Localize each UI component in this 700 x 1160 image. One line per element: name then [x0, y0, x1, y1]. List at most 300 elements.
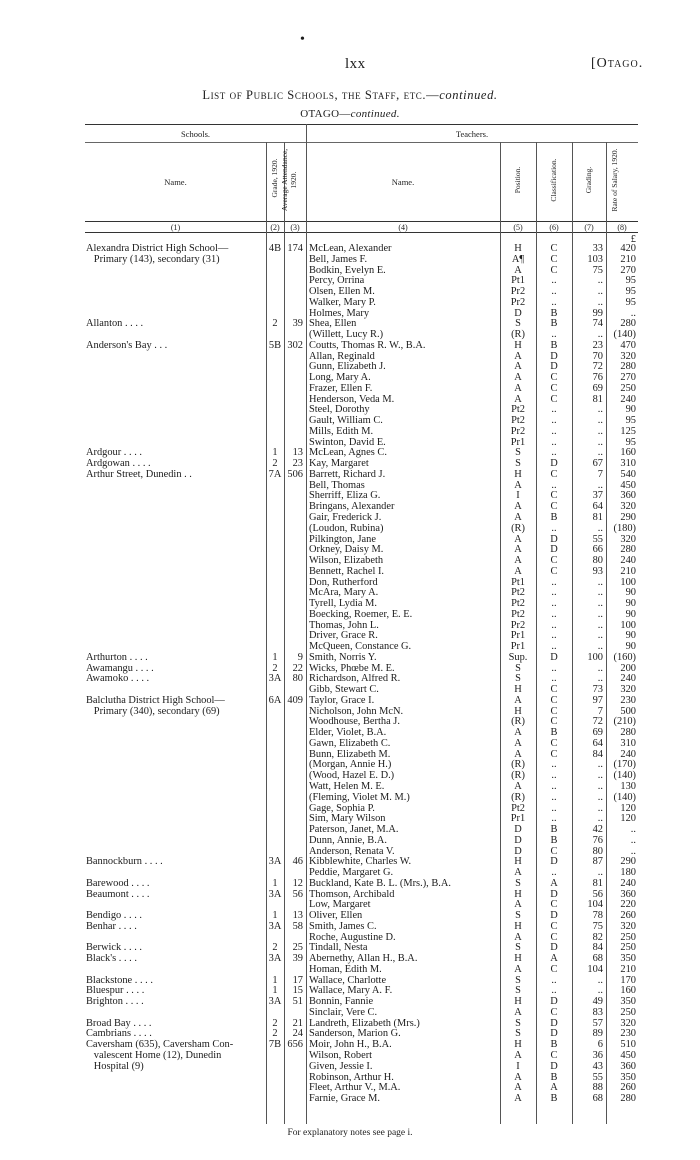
teacher-classification: ..: [551, 576, 557, 588]
teacher-classification: C: [550, 490, 558, 502]
teacher-grading: ..: [597, 479, 603, 491]
teacher-grading: ..: [597, 802, 603, 814]
teacher-classification: ..: [551, 608, 557, 620]
teacher-name-text: McQueen, Constance G.: [309, 642, 412, 653]
teacher-position: H: [514, 468, 522, 480]
teacher-classification: D: [550, 942, 558, 954]
school-attendance: 56: [292, 888, 303, 900]
teacher-grading: ..: [597, 436, 603, 448]
teacher-name: [309, 578, 503, 589]
school-attendance: 656: [287, 1039, 303, 1051]
teacher-classification: D: [550, 651, 558, 663]
school-grade: 1: [272, 877, 278, 889]
teacher-classification: ..: [551, 275, 557, 287]
teacher-name-text: Wallace, Charlotte: [309, 975, 387, 986]
teacher-grading: ..: [597, 759, 603, 771]
teacher-name: [309, 868, 503, 879]
teacher-position: Pr2: [510, 296, 526, 308]
teacher-name: [309, 1040, 503, 1051]
school-attendance: 39: [292, 318, 303, 330]
teacher-position: A: [514, 533, 522, 545]
school-grade: 3A: [268, 888, 282, 900]
teacher-position: A¶: [511, 253, 525, 265]
school-grade: 1: [272, 974, 278, 986]
teacher-position: D: [514, 845, 522, 857]
teacher-name-text: Homan, Edith M.: [309, 964, 382, 975]
table-row: [306, 362, 638, 373]
teacher-position: A: [514, 264, 522, 276]
school-attendance: 13: [292, 910, 303, 922]
teacher-position: Pt1: [511, 576, 525, 588]
teacher-classification: ..: [551, 479, 557, 491]
teacher-salary: 170: [620, 974, 636, 986]
table-row: [306, 545, 638, 556]
teacher-grading: 64: [592, 501, 603, 513]
teacher-name: [309, 276, 503, 287]
page-number: lxx: [345, 56, 366, 72]
teacher-name: [309, 997, 503, 1008]
teacher-grading: ..: [597, 275, 603, 287]
teacher-classification: ..: [551, 759, 557, 771]
teacher-salary: 160: [620, 985, 636, 997]
column-number-rule: [85, 221, 638, 222]
teacher-salary: 250: [620, 931, 636, 943]
header-bottom-rule: [85, 232, 638, 233]
school-grade: 7A: [268, 468, 282, 480]
teacher-name-text: Gawn, Elizabeth C.: [309, 738, 391, 749]
teacher-name: [309, 1073, 503, 1084]
teacher-name: [309, 427, 503, 438]
teacher-grading: 7: [597, 705, 603, 717]
teacher-grading: 68: [592, 1093, 603, 1105]
school-attendance: 80: [292, 673, 303, 685]
teacher-name-text: Henderson, Veda M.: [309, 394, 395, 405]
teacher-name: [309, 362, 503, 373]
teacher-salary: 220: [620, 899, 636, 911]
teacher-classification: C: [550, 931, 558, 943]
teacher-position: D: [514, 307, 522, 319]
teacher-position: S: [515, 974, 521, 986]
teacher-salary: 310: [620, 458, 636, 470]
school-name: Barewood . . . .: [86, 877, 150, 889]
teacher-name-text: Kay, Margaret: [309, 459, 369, 470]
teacher-classification: C: [550, 899, 558, 911]
teacher-salary: 210: [620, 963, 636, 975]
teacher-classification: B: [550, 307, 558, 319]
school-grade: 2: [272, 1028, 278, 1040]
teacher-classification: ..: [551, 985, 557, 997]
teacher-classification: ..: [551, 867, 557, 879]
table-row: [306, 1062, 638, 1073]
table-row: [306, 319, 638, 330]
teacher-salary: 320: [620, 501, 636, 513]
table-row: [306, 739, 638, 750]
teacher-classification: B: [550, 339, 558, 351]
teacher-position: H: [514, 1039, 522, 1051]
teacher-position: (R): [511, 759, 525, 771]
teacher-position: A: [514, 501, 522, 513]
teacher-name: [309, 384, 503, 395]
table-row: [306, 814, 638, 825]
col-number-8: (8): [617, 223, 627, 232]
teacher-grading: 81: [592, 877, 603, 889]
teacher-salary: 260: [620, 910, 636, 922]
teacher-name-text: Farnie, Grace M.: [309, 1094, 380, 1105]
teacher-salary: 510: [620, 1039, 636, 1051]
teacher-salary: 280: [620, 1093, 636, 1105]
teacher-grading: 87: [592, 856, 603, 868]
teacher-grading: 80: [592, 555, 603, 567]
teacher-name-text: Paterson, Janet, M.A.: [309, 825, 399, 836]
teacher-classification: C: [550, 264, 558, 276]
teacher-position: I: [516, 1060, 520, 1072]
teacher-classification: C: [550, 684, 558, 696]
teacher-name-text: Dunn, Annie, B.A.: [309, 835, 387, 846]
teacher-classification: C: [550, 253, 558, 265]
table-row: [306, 631, 638, 642]
teacher-classification: C: [550, 372, 558, 384]
teacher-name-text: Steel, Dorothy: [309, 405, 370, 416]
teacher-grading: ..: [597, 415, 603, 427]
teacher-name-text: Fleet, Arthur V., M.A.: [309, 1083, 401, 1094]
teacher-name: [309, 717, 503, 728]
table-row: [306, 1019, 638, 1030]
teacher-name: [309, 933, 503, 944]
table-row: [306, 309, 638, 320]
teacher-grading: 104: [587, 899, 603, 911]
teacher-salary: 310: [620, 737, 636, 749]
school-attendance: 51: [292, 996, 303, 1008]
teacher-salary: 500: [620, 705, 636, 717]
teacher-classification: ..: [551, 447, 557, 459]
teacher-grading: 89: [592, 1028, 603, 1040]
teacher-grading: ..: [597, 985, 603, 997]
school-grade: 5B: [268, 339, 282, 351]
teacher-grading: 69: [592, 382, 603, 394]
teacher-classification: ..: [551, 630, 557, 642]
teacher-name-text: Low, Margaret: [309, 900, 371, 911]
teacher-name-text: Bunn, Elizabeth M.: [309, 749, 391, 760]
teacher-name: [309, 879, 503, 890]
table-row: [306, 922, 638, 933]
teacher-grading: 67: [592, 458, 603, 470]
teacher-classification: D: [550, 350, 558, 362]
teacher-name-text: Don, Rutherford: [309, 577, 378, 588]
teacher-name-text: Bringans, Alexander: [309, 502, 395, 513]
school-grade: 3A: [268, 920, 282, 932]
teacher-grading: 72: [592, 716, 603, 728]
teacher-name-text: Boecking, Roemer, E. E.: [309, 609, 413, 620]
school-name: Ardgour . . . .: [86, 447, 142, 459]
teacher-classification: D: [550, 361, 558, 373]
teacher-name-text: Bennett, Rachel I.: [309, 566, 385, 577]
teacher-grading: 68: [592, 953, 603, 965]
teacher-position: A: [514, 899, 522, 911]
teacher-grading: 23: [592, 339, 603, 351]
school-name: Brighton . . . .: [86, 996, 144, 1008]
table-row: [306, 395, 638, 406]
teacher-classification: ..: [551, 415, 557, 427]
teacher-salary: ..: [630, 307, 636, 319]
table-row: [306, 793, 638, 804]
teacher-name-text: Peddie, Margaret G.: [309, 868, 394, 879]
school-grade: 1: [272, 651, 278, 663]
teacher-name: [309, 319, 503, 330]
teacher-name-text: Orkney, Daisy M.: [309, 545, 384, 556]
teacher-position: Pt2: [511, 608, 525, 620]
school-attendance: 302: [287, 339, 303, 351]
teacher-name: [309, 943, 503, 954]
teacher-name: [309, 298, 503, 309]
teacher-position: H: [514, 996, 522, 1008]
group-header-rule: [85, 142, 638, 143]
teacher-name-text: Given, Jessie I.: [309, 1061, 373, 1072]
teacher-name-text: Holmes, Mary: [309, 308, 370, 319]
teacher-grading: 97: [592, 694, 603, 706]
teacher-name: [309, 1062, 503, 1073]
teacher-classification: C: [550, 705, 558, 717]
teacher-grading: 73: [592, 684, 603, 696]
teacher-position: D: [514, 834, 522, 846]
teacher-classification: C: [550, 737, 558, 749]
teacher-classification: ..: [551, 781, 557, 792]
table-row: [306, 728, 638, 739]
teacher-name-text: Roche, Augustine D.: [309, 932, 396, 943]
teacher-position: A: [514, 382, 522, 394]
teacher-salary: 240: [620, 748, 636, 760]
teacher-classification: D: [550, 1028, 558, 1040]
teacher-name: [309, 373, 503, 384]
teacher-salary: 450: [620, 1050, 636, 1061]
teacher-classification: D: [550, 888, 558, 900]
teacher-name: [309, 890, 503, 901]
school-grade: 6A: [268, 694, 282, 706]
school-grade: 2: [272, 1017, 278, 1029]
teacher-name: [309, 847, 503, 858]
teacher-classification: C: [550, 920, 558, 932]
teacher-salary: 90: [625, 587, 636, 599]
teacher-name: [309, 287, 503, 298]
teacher-name-text: Wicks, Phœbe M. E.: [309, 663, 395, 674]
school-attendance: 39: [292, 953, 303, 965]
teacher-name: [309, 814, 503, 825]
teacher-grading: 36: [592, 1050, 603, 1061]
school-name-header: Name.: [164, 177, 187, 187]
teacher-classification: B: [550, 512, 558, 523]
teacher-name-text: Sanderson, Marion G.: [309, 1029, 401, 1040]
school-name: Broad Bay . . . .: [86, 1017, 152, 1029]
school-name: Balclutha District High School—: [86, 694, 225, 706]
teacher-classification: ..: [551, 522, 557, 534]
teacher-name: [309, 922, 503, 933]
table-row: [306, 448, 638, 459]
teacher-name: [309, 825, 503, 836]
teacher-salary: 320: [620, 533, 636, 545]
teacher-salary: 130: [620, 781, 636, 792]
teacher-grading: 56: [592, 888, 603, 900]
teacher-position: I: [516, 490, 520, 502]
teacher-name-text: (Wood, Hazel E. D.): [309, 771, 395, 782]
table-row: [306, 674, 638, 685]
teacher-salary: 320: [620, 1017, 636, 1029]
teacher-classification: B: [550, 1071, 558, 1083]
table-row: [306, 653, 638, 664]
teacher-name-text: Barrett, Richard J.: [309, 469, 386, 480]
teacher-classification: C: [550, 501, 558, 513]
teacher-salary: (210): [613, 716, 636, 728]
currency-symbol: £: [630, 234, 636, 245]
teacher-classification: ..: [551, 587, 557, 599]
col-number-6: (6): [549, 223, 559, 232]
teacher-name-text: Coutts, Thomas R. W., B.A.: [309, 340, 426, 351]
teacher-grading: 75: [592, 264, 603, 276]
table-row: [306, 341, 638, 352]
table-row: [306, 255, 638, 266]
teacher-salary: 270: [620, 264, 636, 276]
teacher-name: [309, 642, 503, 653]
teacher-salary: 90: [625, 404, 636, 416]
teacher-grading: ..: [597, 770, 603, 782]
teacher-position: A: [514, 694, 522, 706]
teacher-classification: ..: [551, 673, 557, 685]
teacher-salary: ..: [630, 824, 636, 836]
teacher-position: (R): [511, 791, 525, 803]
teacher-classification: ..: [551, 329, 557, 341]
teacher-name: [309, 900, 503, 911]
salary-header: Rate of Salary, 1920.: [610, 148, 619, 212]
teacher-salary: 90: [625, 608, 636, 620]
page-title: [0, 88, 700, 103]
teacher-position: A: [514, 512, 522, 523]
teacher-name: [309, 1008, 503, 1019]
teacher-name-text: Wilson, Robert: [309, 1051, 373, 1061]
teacher-salary: 180: [620, 867, 636, 879]
teacher-salary: 120: [620, 802, 636, 814]
teacher-classification: C: [550, 694, 558, 706]
teacher-salary: 90: [625, 641, 636, 653]
teacher-classification: D: [550, 856, 558, 868]
teacher-name: [309, 685, 503, 696]
teacher-name-text: McAra, Mary A.: [309, 588, 379, 599]
teacher-salary: (170): [613, 759, 636, 771]
table-row: [306, 373, 638, 384]
table-row: [306, 427, 638, 438]
teacher-grading: ..: [597, 329, 603, 341]
table-row: [306, 491, 638, 502]
teacher-salary: 250: [620, 1006, 636, 1018]
table-row: [306, 1040, 638, 1051]
teacher-position: S: [515, 910, 521, 922]
teacher-name-text: Bell, James F.: [309, 254, 368, 265]
table-row: [306, 1008, 638, 1019]
table-row: [306, 405, 638, 416]
teacher-grading: ..: [597, 974, 603, 986]
teacher-position: H: [514, 856, 522, 868]
col-number-3: (3): [290, 223, 300, 232]
table-row: [306, 782, 638, 793]
teacher-grading: ..: [597, 522, 603, 534]
teacher-classification: ..: [551, 598, 557, 610]
teacher-salary: 280: [620, 318, 636, 330]
teacher-grading: 55: [592, 1071, 603, 1083]
teacher-position: S: [515, 985, 521, 997]
teacher-salary: 95: [625, 296, 636, 308]
teacher-name-text: Driver, Grace R.: [309, 631, 378, 642]
teacher-salary: (180): [613, 522, 636, 534]
teacher-name: [309, 836, 503, 847]
teacher-grading: ..: [597, 641, 603, 653]
teacher-position: Pt2: [511, 415, 525, 427]
teacher-salary: 260: [620, 1082, 636, 1094]
school-name: Berwick . . . .: [86, 942, 142, 954]
teacher-name-text: Gibb, Stewart C.: [309, 685, 379, 696]
teacher-name-text: McLean, Alexander: [309, 244, 392, 254]
teacher-name-text: Kibblewhite, Charles W.: [309, 857, 412, 868]
school-name: Awamangu . . . .: [86, 662, 154, 674]
teacher-name: [309, 750, 503, 761]
teacher-name: [309, 954, 503, 965]
col-number-5: (5): [513, 223, 523, 232]
teacher-salary: (140): [613, 329, 636, 341]
school-grade: 1: [272, 910, 278, 922]
table-row: [306, 707, 638, 718]
teacher-name-text: Swinton, David E.: [309, 437, 386, 448]
table-row: [306, 804, 638, 815]
teacher-salary: 280: [620, 544, 636, 556]
teacher-position: H: [514, 920, 522, 932]
teacher-name-text: (Willett, Lucy R.): [309, 330, 384, 341]
teacher-name-text: Tindall, Nesta: [309, 943, 368, 954]
teacher-name-text: McLean, Agnes C.: [309, 448, 387, 459]
teacher-position: A: [514, 1093, 522, 1105]
school-grade: 2: [272, 942, 278, 954]
grading-header: Grading.: [584, 166, 593, 194]
teacher-position: Pr2: [510, 619, 526, 631]
school-name: Ardgowan . . . .: [86, 458, 151, 470]
teacher-position: A: [514, 963, 522, 975]
teacher-salary: 280: [620, 361, 636, 373]
teacher-grading: 93: [592, 565, 603, 577]
teacher-grading: 33: [592, 243, 603, 254]
teacher-name-text: Watt, Helen M. E.: [309, 782, 385, 792]
teacher-name: [309, 1051, 503, 1062]
school-grade: 2: [272, 318, 278, 330]
teacher-name-text: Buckland, Kate B. L. (Mrs.), B.A.: [309, 878, 451, 889]
teacher-grading: ..: [597, 587, 603, 599]
teacher-name: [309, 438, 503, 449]
teacher-classification: C: [550, 565, 558, 577]
table-row: [306, 868, 638, 879]
table-row: [306, 696, 638, 707]
teacher-classification: D: [550, 1060, 558, 1072]
teacher-classification: C: [550, 555, 558, 567]
table-row: [306, 997, 638, 1008]
teacher-name: [309, 707, 503, 718]
teacher-name-text: Pilkington, Jane: [309, 534, 376, 545]
teacher-salary: ..: [630, 845, 636, 857]
teacher-position: Sup.: [508, 651, 528, 663]
table-row: [306, 847, 638, 858]
teacher-grading: ..: [597, 619, 603, 631]
teacher-position: A: [514, 931, 522, 943]
teacher-name: [309, 352, 503, 363]
teacher-name: [309, 664, 503, 675]
teacher-position: S: [515, 877, 521, 889]
school-name: Black's . . . .: [86, 953, 137, 965]
teacher-classification: A: [550, 953, 558, 965]
teacher-name: [309, 760, 503, 771]
teacher-position: Pr1: [510, 641, 526, 653]
